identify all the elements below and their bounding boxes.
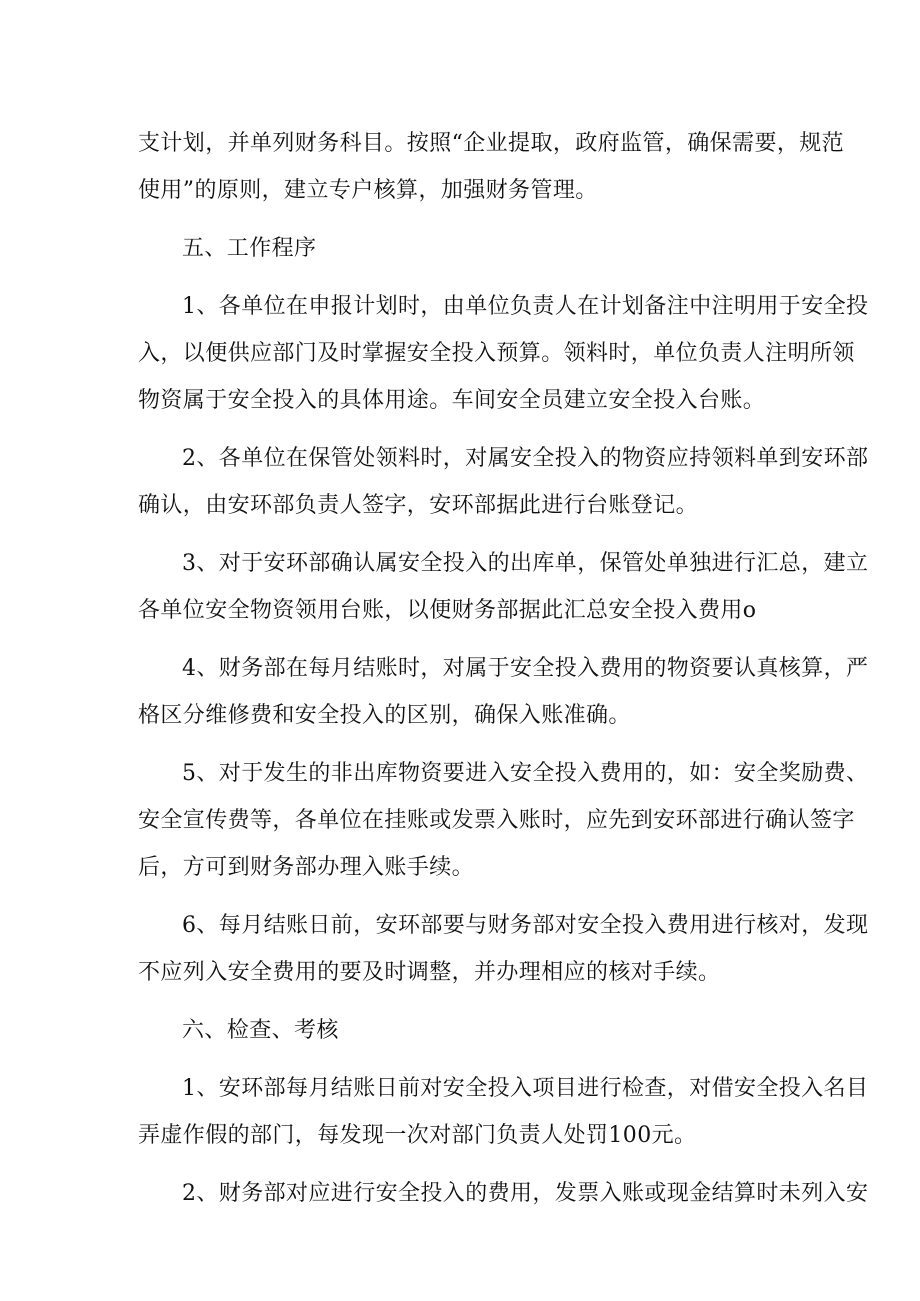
paragraph-line: 格区分维修费和安全投入的区别，确保入账准确。: [138, 703, 631, 728]
paragraph-line: 6、每月结账日前，安环部要与财务部对安全投入费用进行核对，发现: [182, 913, 869, 938]
paragraph-line: 确认，由安环部负责人签字，安环部据此进行台账登记。: [138, 493, 699, 518]
paragraph-line: 3、对于安环部确认属安全投入的出库单，保管处单独进行汇总，建立: [182, 551, 869, 576]
paragraph-line: 各单位安全物资领用台账，以便财务部据此汇总安全投入费用o: [138, 598, 757, 623]
paragraph-line: 弄虚作假的部门，每发现一次对部门负责人处罚100元。: [138, 1123, 697, 1148]
paragraph-line: 1、安环部每月结账日前对安全投入项目进行检查，对借安全投入名目: [182, 1076, 869, 1101]
document-body: [138, 120, 869, 1217]
paragraph-line: 4、财务部在每月结账时，对属于安全投入费用的物资要认真核算，严: [182, 656, 869, 681]
paragraph-line: 5、对于发生的非出库物资要进入安全投入费用的，如：安全奖励费、: [182, 761, 869, 786]
paragraph-line: 安全宣传费等，各单位在挂账或发票入账时，应先到安环部进行确认签字: [138, 808, 855, 833]
paragraph-line: 后，方可到财务部办理入账手续。: [138, 855, 475, 880]
section-heading: 五、工作程序: [182, 236, 317, 261]
paragraph-line: 物资属于安全投入的具体用途。车间安全员建立安全投入台账。: [138, 388, 766, 413]
section-heading: 六、检查、考核: [182, 1018, 339, 1043]
paragraph-line: 使用”的原则，建立专户核算，加强财务管理。: [138, 178, 598, 203]
paragraph-line: 支计划，并单列财务科目。按照“企业提取，政府监管，确保需要，规范: [138, 131, 845, 156]
paragraph-line: 1、各单位在申报计划时，由单位负责人在计划备注中注明用于安全投: [182, 294, 869, 319]
paragraph-line: 入，以便供应部门及时掌握安全投入预算。领料时，单位负责人注明所领: [138, 341, 855, 366]
paragraph-line: 不应列入安全费用的要及时调整，并办理相应的核对手续。: [138, 960, 721, 985]
paragraph-line: 2、财务部对应进行安全投入的费用，发票入账或现金结算时未列入安: [182, 1181, 869, 1206]
paragraph-line: 2、各单位在保管处领料时，对属安全投入的物资应持领料单到安环部: [182, 446, 869, 471]
